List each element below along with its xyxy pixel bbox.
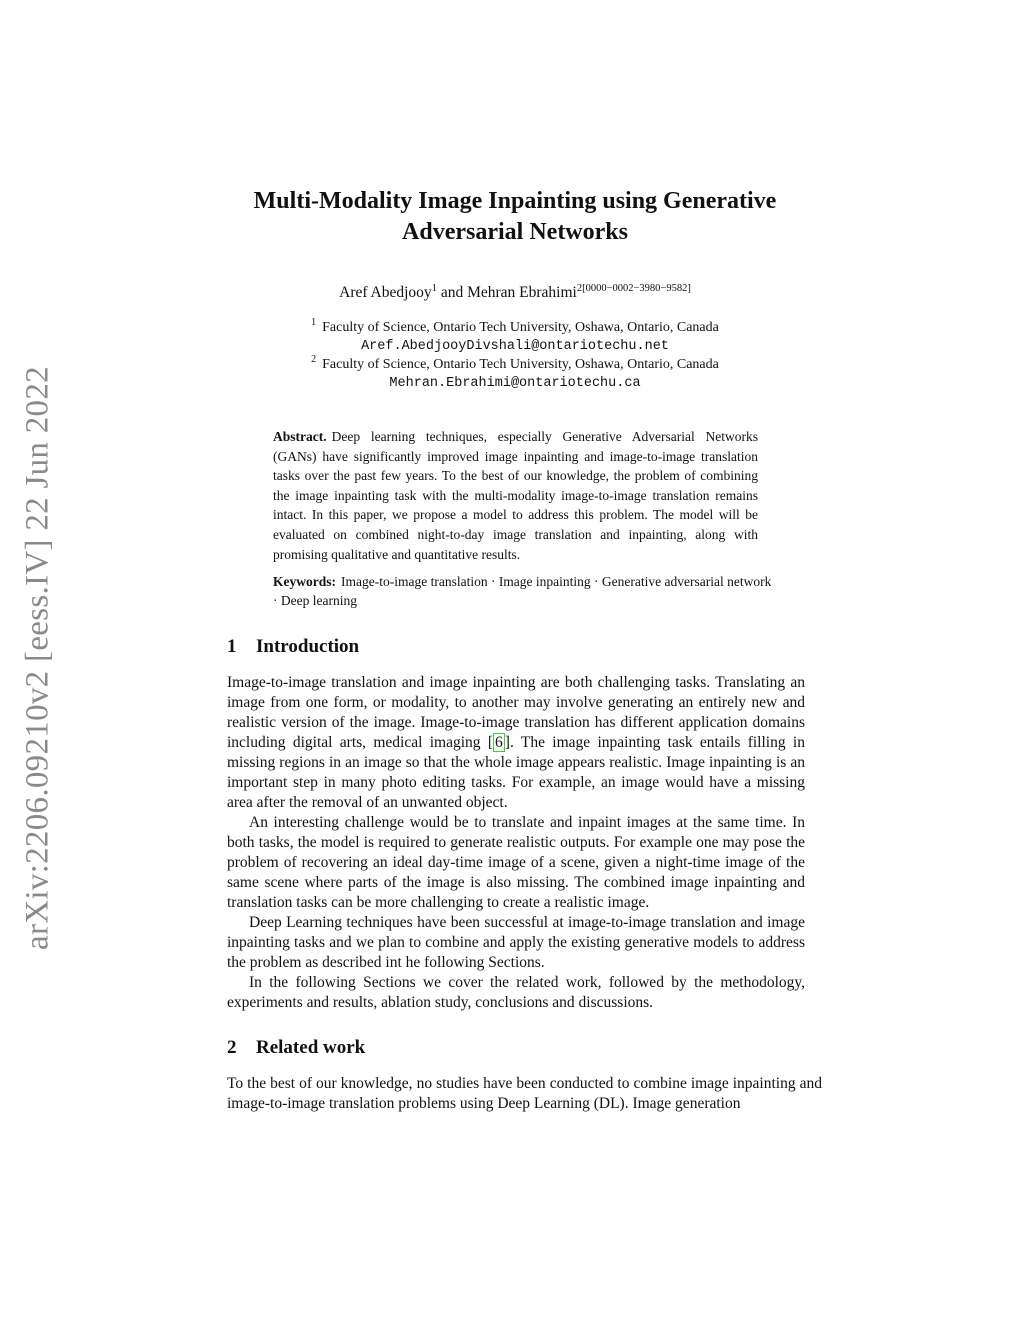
- author-2-affiliation-mark: 2[0000−0002−3980−9582]: [576, 283, 691, 294]
- section-2-body: [227, 1074, 822, 1114]
- affiliation-1: [200, 319, 830, 356]
- affiliation-1-number: 1: [311, 317, 317, 328]
- section-2-heading: [227, 1037, 365, 1059]
- section-1-number: 1: [227, 636, 237, 657]
- title-line-1: Multi-Modality Image Inpainting using Generative: [253, 188, 777, 214]
- citation-link[interactable]: 6: [495, 734, 503, 751]
- section-1-body: [227, 673, 805, 1013]
- author-list: [200, 283, 830, 302]
- affiliation-2-text: Faculty of Science, Ontario Tech University, Oshawa, Ontario, Canada: [322, 357, 719, 372]
- arxiv-identifier-stamp: arXiv:2206.09210v2 [eess.IV] 22 Jun 2022: [19, 366, 56, 950]
- affiliation-2: [200, 356, 830, 393]
- title-line-2: Adversarial Networks: [402, 219, 628, 245]
- abstract: [273, 427, 758, 564]
- author-1-affiliation-mark: 1: [431, 283, 437, 294]
- keywords: [273, 572, 773, 610]
- section-2-title: Related work: [256, 1037, 366, 1058]
- keywords-label: Keywords:: [273, 574, 336, 589]
- keywords-text: Image-to-image translation · Image inpainting · Generative adversarial network · Deep learning: [273, 574, 772, 608]
- affiliation-2-email: Mehran.Ebrahimi@ontariotechu.ca: [389, 376, 641, 391]
- intro-paragraph-3: Deep Learning techniques have been successful at image-to-image translation and image inpainting tasks and we plan to combine and apply the existing generative models to address the problem as described int he following Sections.: [227, 914, 805, 971]
- affiliation-1-text: Faculty of Science, Ontario Tech University, Oshawa, Ontario, Canada: [322, 320, 719, 335]
- intro-paragraph-1-end: ]. The image inpainting task entails filling in missing regions in an image so that the whole image appears realistic. Image inpainting is an important step in many photo editing tasks. For example, an image would have a missing area after the removal of an unwanted object.: [227, 734, 805, 811]
- abstract-text: Deep learning techniques, especially Generative Adversarial Networks (GANs) have significantly improved image inpainting and image-to-image translation tasks over the past few years. To the best of our knowledge, the problem of combining the image inpainting task with the multi-modality image-to-image translation remains intact. In this paper, we propose a model to address this problem. The model will be evaluated on combined night-to-day image translation and inpainting, along with promising qualitative and quantitative results.: [273, 429, 758, 562]
- intro-paragraph-2: An interesting challenge would be to translate and inpaint images at the same time. In both tasks, the model is required to generate realistic outputs. For example one may pose the problem of recovering an ideal day-time image of a scene, given a night-time image of the same scene where parts of the image is also missing. The combined image inpainting and translation tasks can be more challenging to create a realistic image.: [227, 814, 805, 911]
- abstract-label: Abstract.: [273, 429, 327, 444]
- intro-paragraph-4: In the following Sections we cover the related work, followed by the methodology, experiments and results, ablation study, conclusions and discussions.: [227, 974, 805, 1011]
- section-2-number: 2: [227, 1037, 237, 1058]
- affiliation-2-number: 2: [311, 354, 317, 365]
- author-1: Aref Abedjooy: [339, 284, 432, 302]
- affiliation-1-email: Aref.AbedjooyDivshali@ontariotechu.net: [361, 339, 669, 354]
- intro-paragraph-1: [227, 673, 805, 813]
- author-2: Mehran Ebrahimi: [467, 284, 577, 302]
- paper-title: [200, 186, 830, 248]
- section-1-heading: [227, 636, 359, 658]
- author-connector: and: [436, 284, 468, 302]
- section-1-title: Introduction: [256, 636, 360, 657]
- related-work-paragraph-1: To the best of our knowledge, no studies have been conducted to combine image inpainting and image-to-image translation problems using Deep Learning (DL). Image generation: [227, 1075, 822, 1112]
- intro-paragraph-1-start: Image-to-image translation and image inpainting are both challenging tasks. Translating an image from one form, or modality, to another may involve generating an entirely new and realistic version of the image. Image-to-image translation has different application domains including digital arts, medical imaging [: [227, 674, 805, 751]
